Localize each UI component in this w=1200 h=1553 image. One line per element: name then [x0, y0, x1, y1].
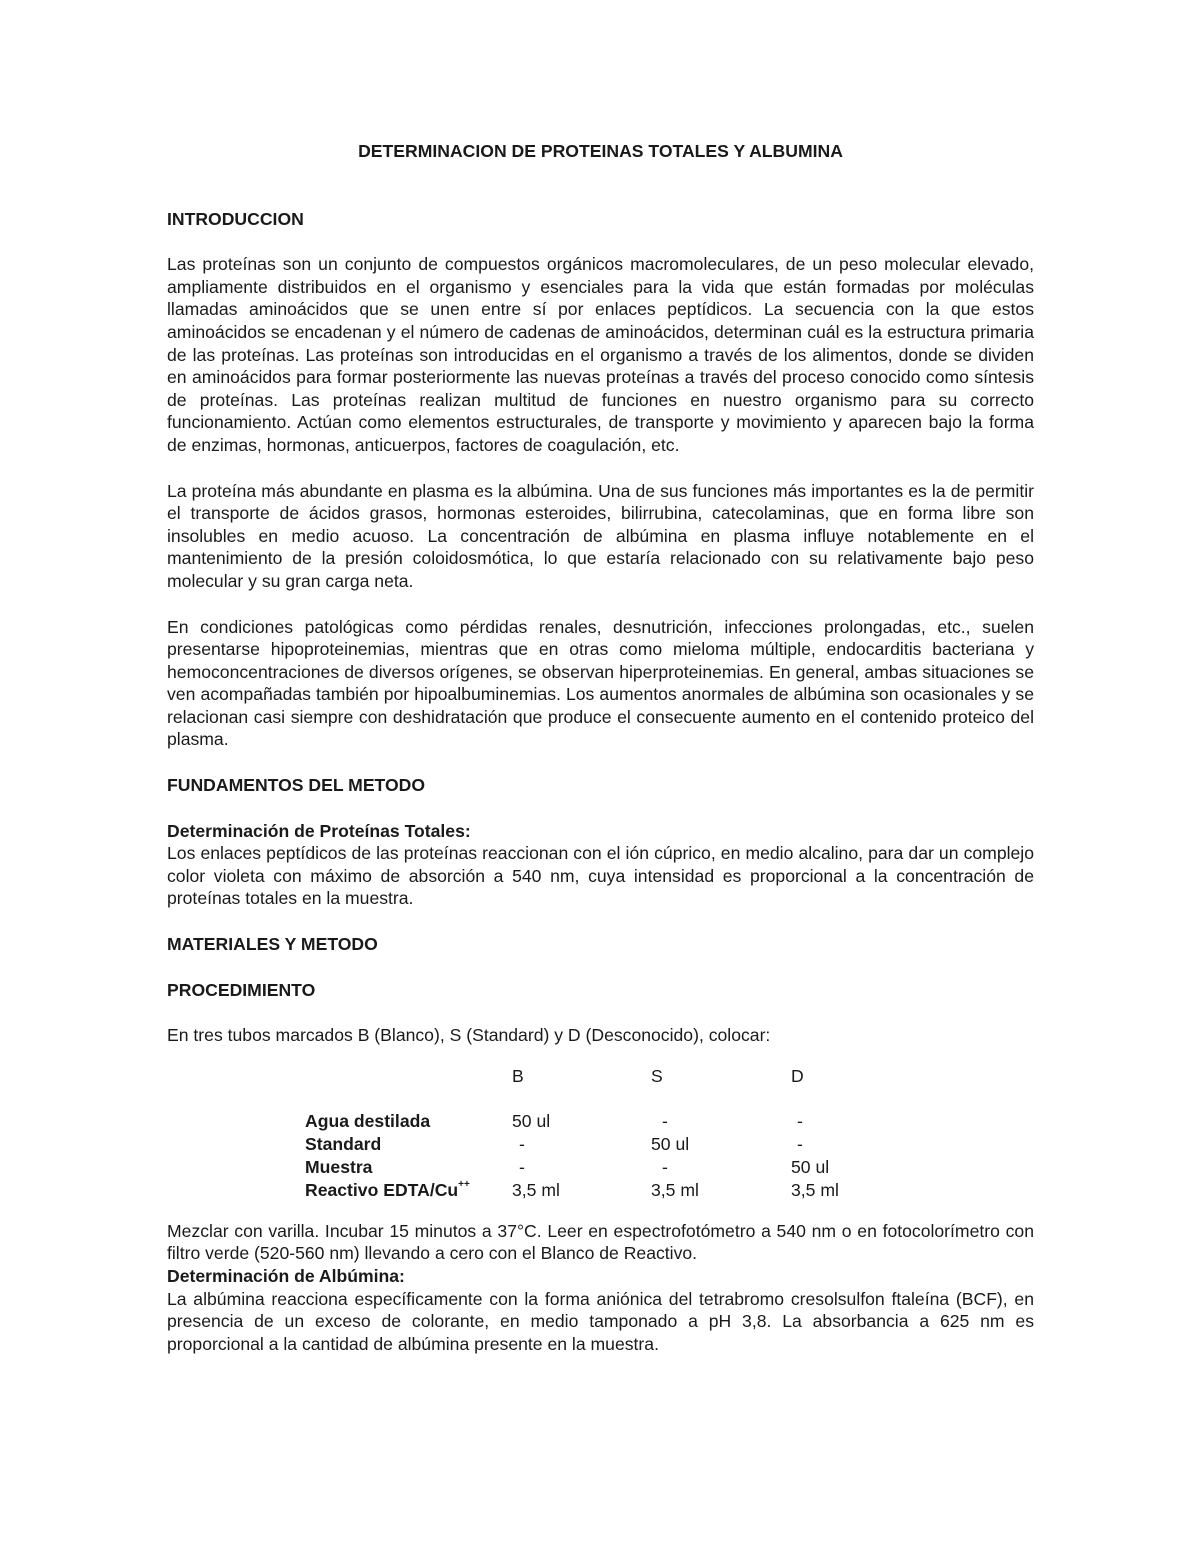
cell-d: 50 ul	[791, 1156, 830, 1177]
column-header-d: D	[791, 1065, 804, 1086]
fundamentos-paragraph: Los enlaces peptídicos de las proteínas reaccionan con el ión cúprico, en medio alcalino, para dar un complejo color violeta con máximo de absorción a 540 nm, cuya intensidad es proporcional a la concentración de proteínas totales en la muestra.	[167, 843, 1034, 909]
materiales-heading: MATERIALES Y METODO	[167, 934, 378, 955]
cell-s: 50 ul	[651, 1133, 690, 1154]
intro-heading: INTRODUCCION	[167, 208, 304, 229]
cell-s: -	[662, 1156, 668, 1177]
cell-b: -	[519, 1156, 525, 1177]
table-row	[167, 1179, 1034, 1202]
procedimiento-intro: En tres tubos marcados B (Blanco), S (Standard) y D (Desconocido), colocar:	[167, 1025, 771, 1046]
cell-b: 50 ul	[512, 1110, 551, 1131]
row-label: Reactivo EDTA/Cu++	[305, 1178, 470, 1200]
proteinas-totales-subheading: Determinación de Proteínas Totales:	[167, 820, 471, 841]
document-body	[167, 140, 1034, 1355]
superscript: ++	[458, 1178, 470, 1190]
table-row	[167, 1110, 1034, 1133]
cell-s: 3,5 ml	[651, 1179, 699, 1200]
document-title: DETERMINACION DE PROTEINAS TOTALES Y ALBUMINA	[358, 141, 843, 161]
cell-s: -	[662, 1110, 668, 1131]
intro-paragraph-1: Las proteínas son un conjunto de compuestos orgánicos macromoleculares, de un peso molecular elevado, ampliamente distribuidos en el organismo y esenciales para la vida que están formadas por moléculas llamadas aminoácidos que se unen entre sí por enlaces peptídicos. La secuencia con la que estos aminoácidos se encadenan y el número de cadenas de aminoácidos, determinan cuál es la estructura primaria de las proteínas. Las proteínas son introducidas en el organismo a través de los alimentos, donde se dividen en aminoácidos para formar posteriormente las nuevas proteínas a través del proceso conocido como síntesis de proteínas. Las proteínas realizan multitud de funciones en nuestro organismo para su correcto funcionamiento. Actúan como elementos estructurales, de transporte y movimiento y aparecen bajo la forma de enzimas, hormonas, anticuerpos, factores de coagulación, etc.	[167, 254, 1034, 455]
fundamentos-heading: FUNDAMENTOS DEL METODO	[167, 775, 426, 796]
table-row	[167, 1156, 1034, 1179]
intro-paragraph-3: En condiciones patológicas como pérdidas renales, desnutrición, infecciones prolongadas, etc., suelen presentarse hipoproteinemias, mientras que en otras como mieloma múltiple, endocarditis bacteriana y hemoconcentraciones de diversos orígenes, se observan hiperproteinemias. En general, ambas situaciones se ven acompañadas también por hipoalbuminemias. Los aumentos anormales de albúmina son ocasionales y se relacionan casi siempre con deshidratación que produce el consecuente aumento en el contenido proteico del plasma.	[167, 616, 1034, 750]
cell-d: -	[797, 1110, 803, 1131]
row-label: Agua destilada	[305, 1110, 431, 1131]
albumina-paragraph: La albúmina reacciona específicamente con la forma aniónica del tetrabromo cresolsulfon ftaleína (BCF), en presencia de un exceso de colorante, en medio tamponado a pH 3,8. La absorbancia a 625 nm es proporcional a la cantidad de albúmina presente en la muestra.	[167, 1288, 1034, 1354]
albumina-subheading: Determinación de Albúmina:	[167, 1266, 405, 1286]
column-header-b: B	[512, 1065, 524, 1086]
reagent-table	[167, 1053, 1034, 1200]
procedimiento-heading: PROCEDIMIENTO	[167, 979, 316, 1000]
row-label: Muestra	[305, 1156, 373, 1177]
cell-b: -	[519, 1133, 525, 1154]
row-label: Standard	[305, 1133, 382, 1154]
mezclar-paragraph: Mezclar con varilla. Incubar 15 minutos a 37°C. Leer en espectrofotómetro a 540 nm o en fotocolorímetro con filtro verde (520-560 nm) llevando a cero con el Blanco de Reactivo.	[167, 1220, 1034, 1264]
cell-d: -	[797, 1133, 803, 1154]
column-header-s: S	[651, 1065, 663, 1086]
cell-b: 3,5 ml	[512, 1179, 560, 1200]
table-row	[167, 1133, 1034, 1156]
intro-paragraph-2: La proteína más abundante en plasma es la albúmina. Una de sus funciones más importantes es la de permitir el transporte de ácidos grasos, hormonas esteroides, bilirrubina, catecolaminas, que en forma libre son insolubles en medio acuoso. La concentración de albúmina en plasma influye notablemente en el mantenimiento de la presión coloidosmótica, lo que estaría relacionado con su relativamente bajo peso molecular y su gran carga neta.	[167, 480, 1034, 591]
cell-d: 3,5 ml	[791, 1179, 839, 1200]
